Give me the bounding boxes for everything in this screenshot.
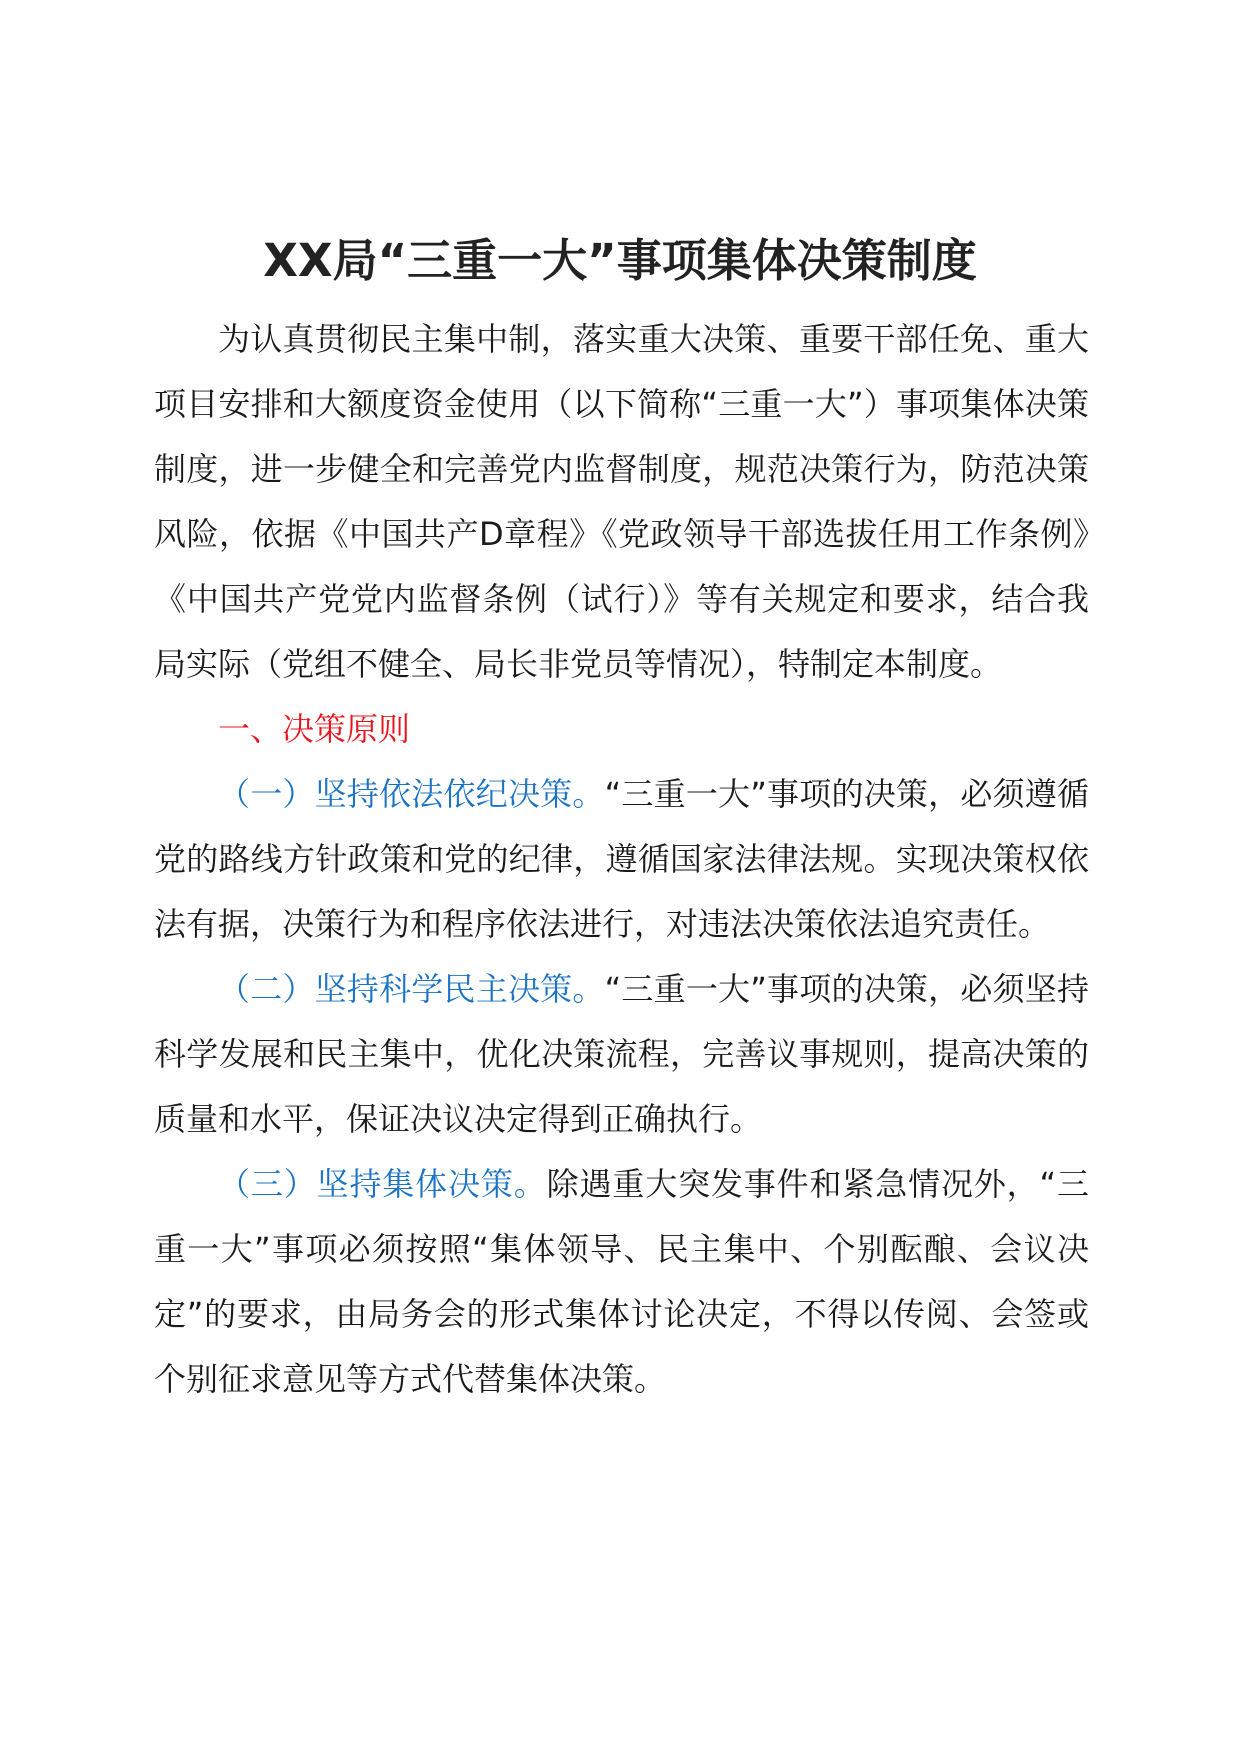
- principle-heading: （一）坚持依法依纪决策。: [218, 775, 605, 813]
- document-body: [154, 307, 1089, 1412]
- principle-paragraph: [154, 762, 1089, 957]
- principle-paragraph: [154, 957, 1089, 1152]
- principle-heading: （二）坚持科学民主决策。: [218, 970, 605, 1008]
- principle-text: 除遇重大突发事件和紧急情况外，“三重一大”事项必须按照“集体领导、民主集中、个别酝酿、会议决定”的要求，由局务会的形式集体讨论决定，不得以传阅、会签或个别征求意见等方式代替集体决策。: [154, 1165, 1089, 1398]
- document-title: XX局“三重一大”事项集体决策制度: [263, 234, 977, 287]
- principle-heading: （三）坚持集体决策。: [218, 1165, 547, 1203]
- principle-paragraph: [154, 1152, 1089, 1412]
- section-heading: 一、决策原则: [218, 710, 411, 748]
- principle-text: “三重一大”事项的决策，必须坚持科学发展和民主集中，优化决策流程，完善议事规则，提高决策的质量和水平，保证决议决定得到正确执行。: [154, 970, 1089, 1138]
- intro-paragraph: 为认真贯彻民主集中制，落实重大决策、重要干部任免、重大项目安排和大额度资金使用（以下简称“三重一大”）事项集体决策制度，进一步健全和完善党内监督制度，规范决策行为，防范决策风险，依据《中国共产D章程》《党政领导干部选拔任用工作条例》《中国共产党党内监督条例（试行）》等有关规定和要求，结合我局实际（党组不健全、局长非党员等情况），特制定本制度。: [154, 320, 1089, 683]
- principle-text: “三重一大”事项的决策，必须遵循党的路线方针政策和党的纪律，遵循国家法律法规。实现决策权依法有据，决策行为和程序依法进行，对违法决策依法追究责任。: [154, 775, 1089, 943]
